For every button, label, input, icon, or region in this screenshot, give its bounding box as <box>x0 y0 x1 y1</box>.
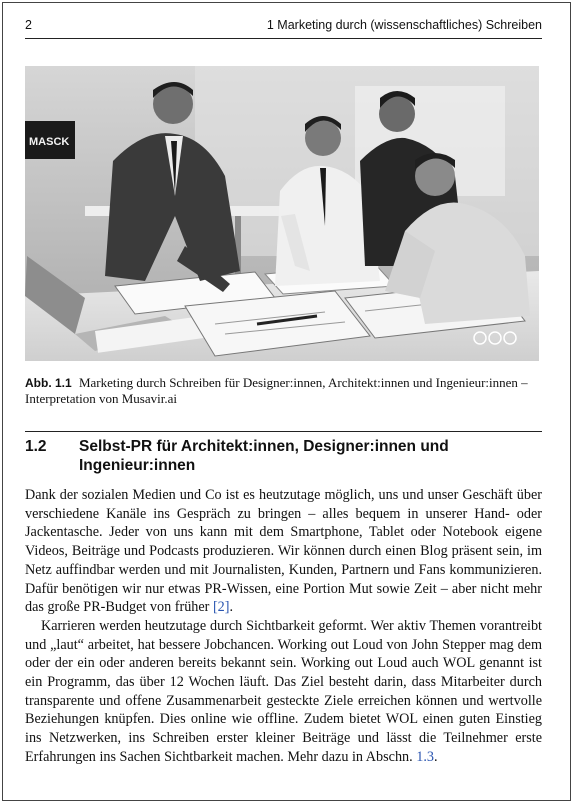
paragraph-2-text: Karrieren werden heutzutage durch Sichtbarkeit geformt. Wer aktiv Themen vorantreibt und „laut“ arbeitet, hat bessere Jobchancen. Working out Loud von John Stepper mag dem oder der ein oder anderen bereits bekannt sein. Working out Loud auch WOL genannt ist ein Programm, das über 12 Wochen läuft. Das Ziel besteht darin, dass Mitarbeiter durch transparente und offene Zusammenarbeit gesteckte Ziele erreichen können und wertvolle Beziehungen knüpfen. Dies online wie offline. Zudem bietet WOL einen guten Einstieg ins Netzwerken, ins Schreiben erster kleiner Beiträge und lässt die Teilnehmer erste Erfahrungen ins Sachen Sichtbarkeit machen. Mehr dazu in Abschn. <box>25 617 542 765</box>
paragraph-1 <box>25 486 542 617</box>
section-number: 1.2 <box>25 438 47 455</box>
caption-text: Marketing durch Schreiben für Designer:innen, Architekt:innen und Ingenieur:innen – Interpretation von Musavir.ai <box>25 375 528 406</box>
paragraph-1-text: Dank der sozialen Medien und Co ist es heutzutage möglich, uns und unser Geschäft über verschiedene Kanäle ins Gespräch zu bringen – alles bequem in unserer Hand- oder Jackentasche. Jeder von uns kann mit dem Smartphone, Tablet oder Notebook eigene Videos, Beiträge und Podcasts produzieren. Wir können durch einen Blog präsent sein, im Netz auffindbar werden und mit Journalisten, Kunden, Partnern und Fans kommunizieren. Dafür benötigen wir nur etwas PR-Wissen, eine Portion Mut sowie Zeit – aber nicht mehr das große PR-Budget von früher <box>25 487 542 616</box>
paragraph-2-end: . <box>433 748 438 765</box>
section-link[interactable]: 1.3 <box>416 748 434 765</box>
photo-illustration <box>25 66 539 361</box>
running-header <box>25 18 542 39</box>
chapter-title: 1 Marketing durch (wissenschaftliches) Schreiben <box>266 18 542 32</box>
body-text <box>25 486 542 767</box>
section-rule <box>25 431 542 432</box>
figure-photo <box>25 66 539 361</box>
page-number: 2 <box>25 18 32 32</box>
wall-sign-text: MASCK <box>29 136 70 148</box>
section-title: Selbst-PR für Architekt:innen, Designer:innen und Ingenieur:innen <box>79 438 449 474</box>
paragraph-1-end: . <box>229 599 234 616</box>
figure-caption <box>25 375 542 407</box>
paragraph-2 <box>25 617 542 767</box>
citation-link[interactable]: [2] <box>212 599 230 616</box>
caption-label: Abb. 1.1 <box>25 376 72 390</box>
